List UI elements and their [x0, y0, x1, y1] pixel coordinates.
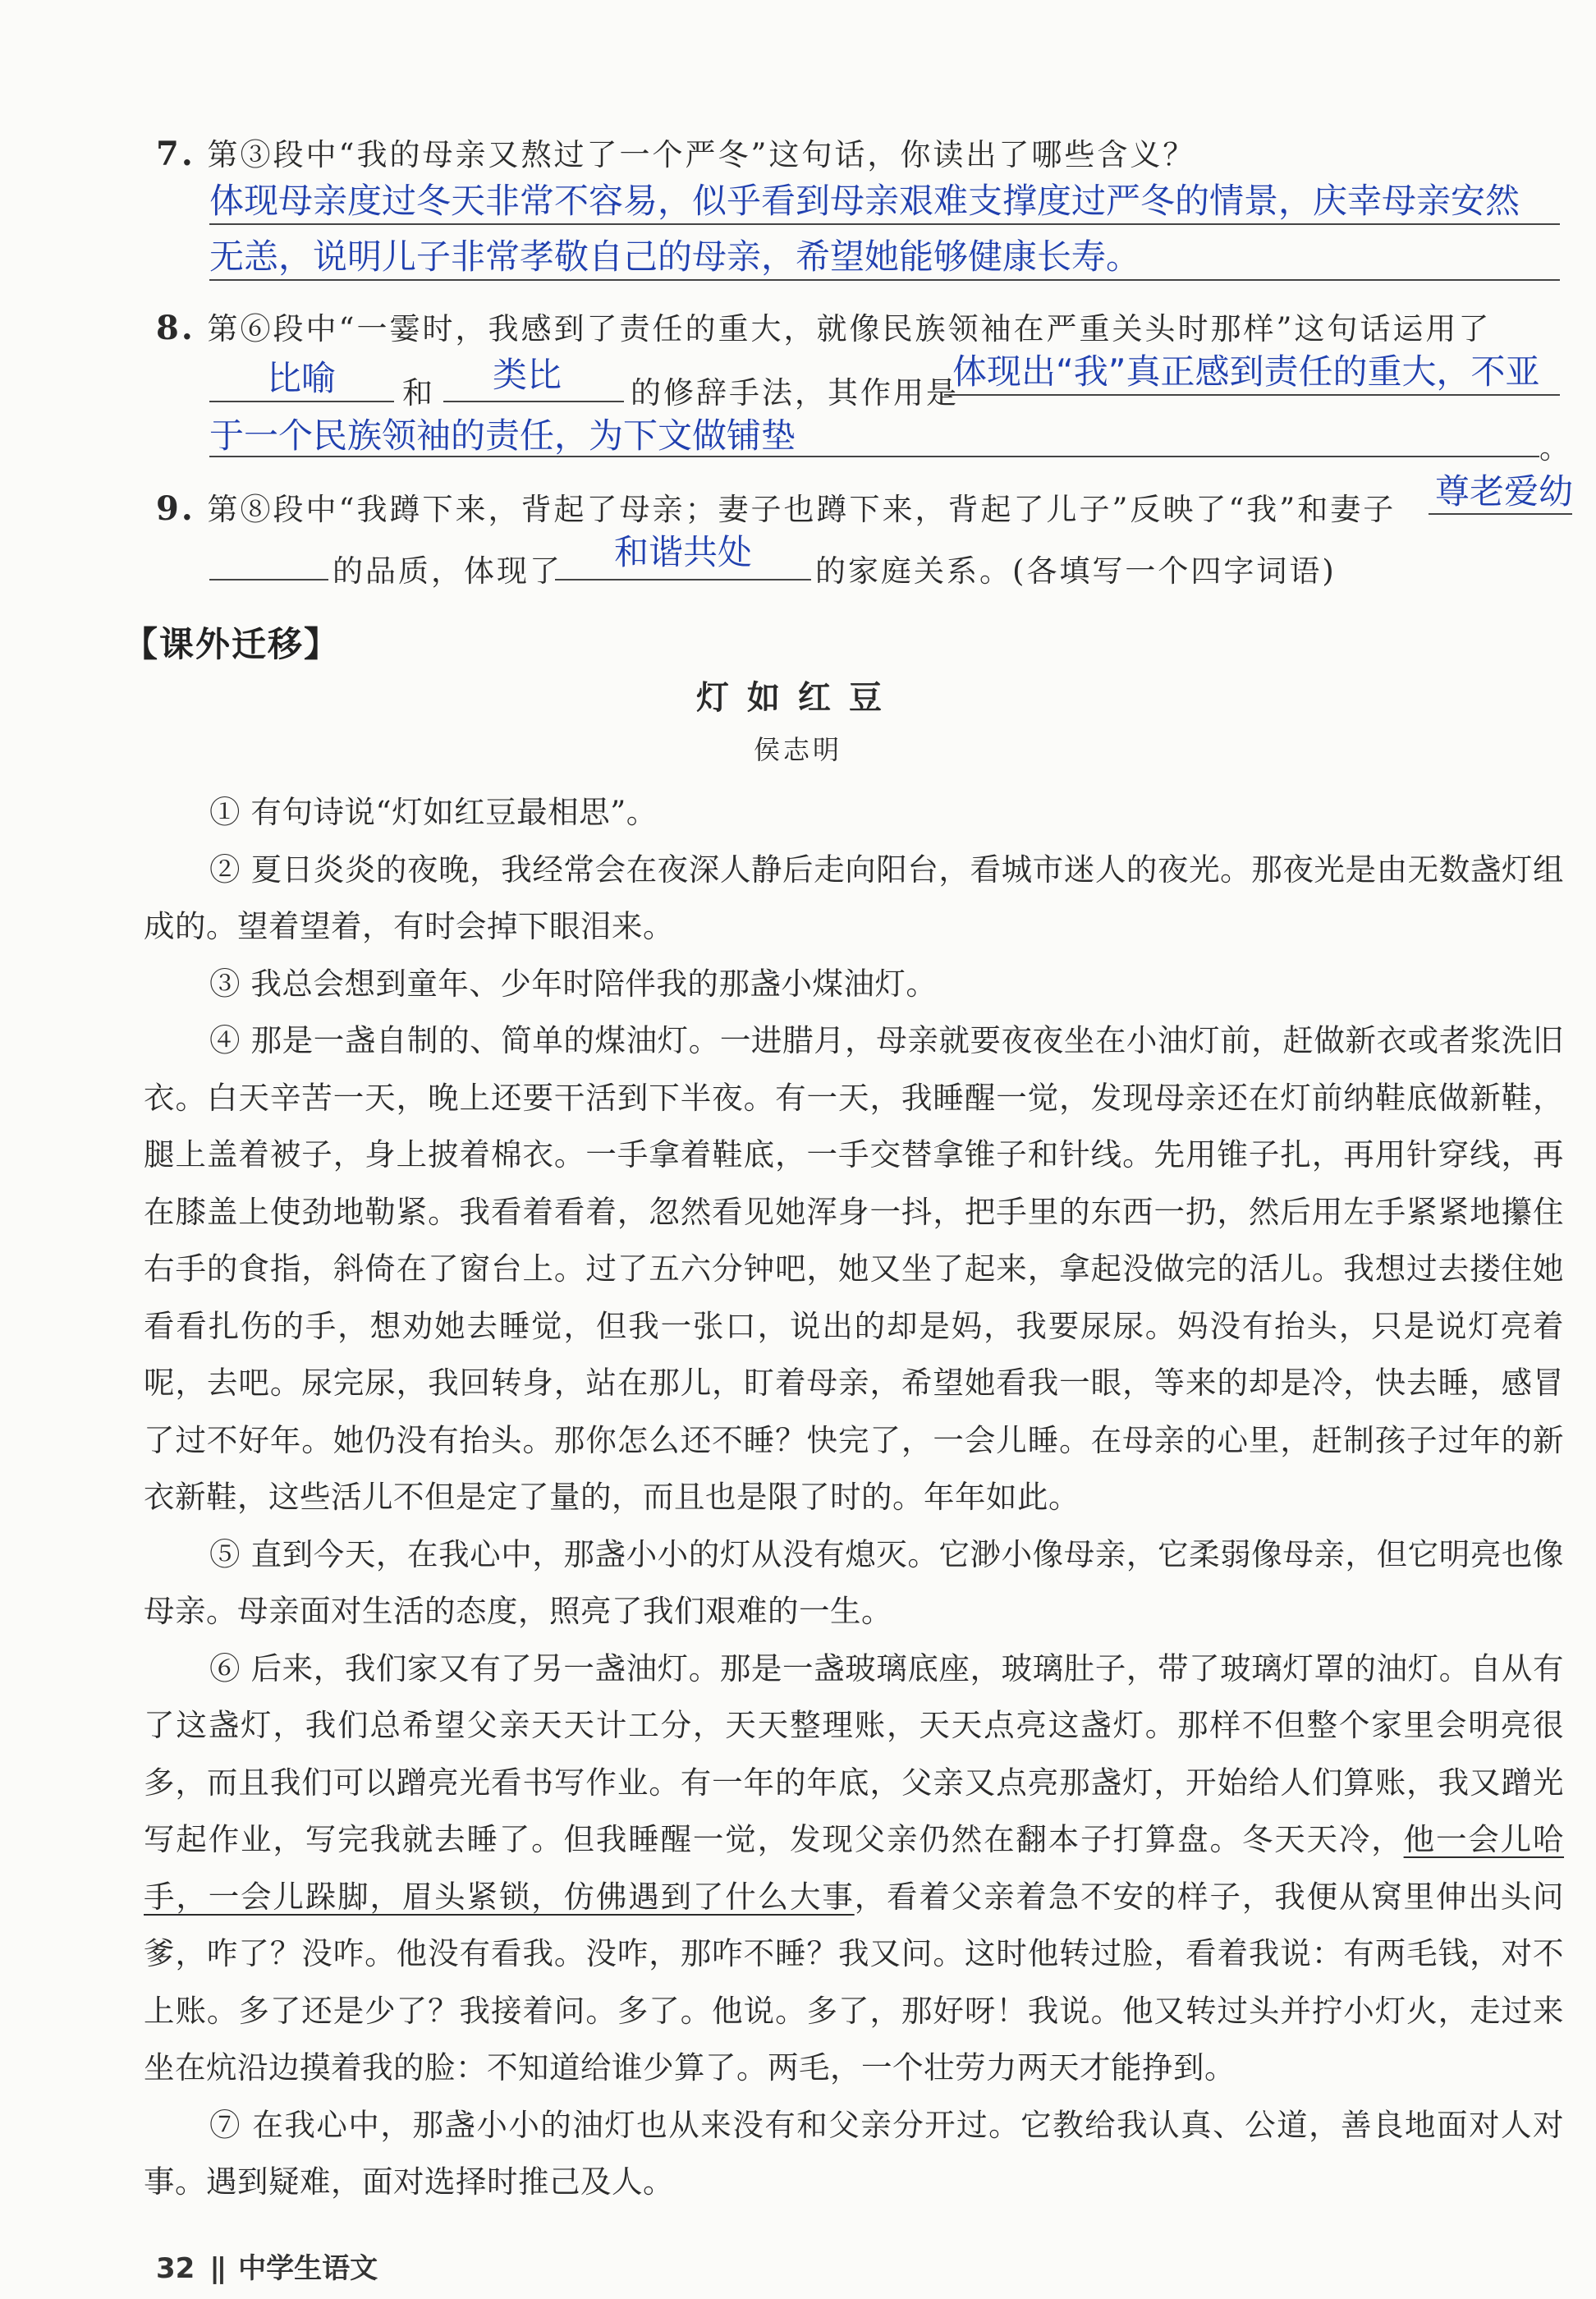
q8-blank-a	[209, 401, 394, 402]
q8-number: 8.	[156, 309, 195, 347]
q9-prompt	[156, 484, 1396, 529]
q7-prompt	[156, 130, 1195, 174]
q7-number: 7.	[156, 135, 195, 173]
q9-blank-b	[555, 579, 811, 580]
publication-name: 中学生语文	[238, 2252, 378, 2285]
paragraph-1: ① 有句诗说“灯如红豆最相思”。	[209, 794, 658, 830]
q9-blank-a-end	[1429, 513, 1572, 515]
q8-prompt-mid: 的修辞手法，其作用是	[631, 375, 959, 411]
paragraph-7: ⑦ 在我心中，那盏小小的油灯也从来没有和父亲分开过。它教给我认真、公道，善良地面对人对事。遇到疑难，面对选择时推己及人。	[144, 2106, 1564, 2200]
q8-prompt	[156, 304, 1491, 348]
q8-text: 第⑥段中“一霎时，我感到了责任的重大，就像民族领袖在严重关头时那样”这句话运用了	[207, 311, 1492, 346]
q8-connector: 和	[402, 375, 435, 411]
q7-text: 第③段中“我的母亲又熬过了一个严冬”这句话，你读出了哪些含义？	[207, 137, 1196, 172]
q9-prompt-end: 的家庭关系。(各填写一个四字词语)	[815, 553, 1337, 589]
q9-answer-b: 和谐共处	[614, 532, 753, 572]
underlined-sentence: 他一会儿哈手，一会儿跺脚，眉头紧锁，仿佛遇到了什么大事	[144, 1821, 1565, 1915]
article-body	[144, 784, 1564, 2211]
paragraph-6-start: ⑥ 后来，我们家又有了另一盏油灯。那是一盏玻璃底座，玻璃肚子，带了玻璃灯罩的油灯。自从有了这盏灯，我们总希望父亲天天计工分，天天整理账，天天点亮这盏灯。那样不但整个家里会明亮很多，而且我们可以蹭亮光看书写作业。有一年的年底，父亲又点亮那盏灯，开始给人们算账，我又蹭光写起作业，写完我就去睡了。但我睡醒一觉，发现父亲仍然在翻本子打算盘。冬天天冷，	[144, 1650, 1564, 1857]
paragraph-3: ③ 我总会想到童年、少年时陪伴我的那盏小煤油灯。	[209, 965, 938, 1002]
q8-rule-2	[209, 456, 1539, 457]
q7-rule-1	[209, 223, 1560, 225]
article-author: 侯志明	[753, 734, 842, 765]
q8-rule-1	[944, 394, 1560, 396]
section-heading: 【课外迁移】	[123, 624, 341, 664]
q9-number: 9.	[156, 489, 195, 528]
paragraph-6	[144, 1641, 1564, 2097]
q8-blank-b	[443, 401, 624, 402]
q8-answer-line1: 体现出“我”真正感到责任的重大，不亚	[952, 351, 1540, 392]
footer-separator: ||	[209, 2252, 224, 2285]
paragraph-4: ④ 那是一盏自制的、简单的煤油灯。一进腊月，母亲就要夜夜坐在小油灯前，赶做新衣或者浆洗旧衣。白天辛苦一天，晚上还要干活到下半夜。有一天，我睡醒一觉，发现母亲还在灯前纳鞋底做新鞋，腿上盖着被子，身上披着棉衣。一手拿着鞋底，一手交替拿锥子和针线。先用锥子扎，再用针穿线，再在膝盖上使劲地勒紧。我看着看着，忽然看见她浑身一抖，把手里的东西一扔，然后用左手紧紧地攥住右手的食指，斜倚在了窗台上。过了五六分钟吧，她又坐了起来，拿起没做完的活儿。我想过去搂住她看看扎伤的手，想劝她去睡觉，但我一张口，说出的却是妈，我要尿尿。妈没有抬头，只是说灯亮着呢，去吧。尿完尿，我回转身，站在那儿，盯着母亲，希望她看我一眼，等来的却是冷，快去睡，感冒了过不好年。她仍没有抬头。那你怎么还不睡？快完了，一会儿睡。在母亲的心里，赶制孩子过年的新衣新鞋，这些活儿不但是定了量的，而且也是限了时的。年年如此。	[144, 1022, 1564, 1515]
q8-answer-line2: 于一个民族领袖的责任，为下文做铺垫	[209, 415, 796, 456]
q7-answer-line2: 无恙，说明儿子非常孝敬自己的母亲，希望她能够健康长寿。	[209, 236, 1141, 277]
q9-blank-a-start	[209, 579, 328, 580]
paragraph-6-end: ，看着父亲着急不安的样子，我便从窝里伸出头问爹，咋了？没咋。他没有看我。没咋，那咋不睡？我又问。这时他转过脸，看着我说：有两毛钱，对不上账。多了还是少了？我接着问。多了。他说。多了，那好呀！我说。他又转过头并拧小灯火，走过来坐在炕沿边摸着我的脸：不知道给谁少算了。两毛，一个壮劳力两天才能挣到。	[144, 1878, 1565, 2086]
article-title: 灯如红豆	[696, 678, 900, 717]
q9-text: 第⑧段中“我蹲下来，背起了母亲；妻子也蹲下来，背起了儿子”反映了“我”和妻子	[207, 492, 1396, 527]
q7-answer-line1: 体现母亲度过冬天非常不容易，似乎看到母亲艰难支撑度过严冬的情景，庆幸母亲安然	[209, 181, 1520, 221]
q7-rule-2	[209, 279, 1560, 281]
q8-answer-b: 类比	[493, 355, 562, 395]
page-number: 32	[156, 2252, 195, 2285]
q8-answer-a: 比喻	[267, 358, 337, 398]
paragraph-2: ② 夏日炎炎的夜晚，我经常会在夜深人静后走向阳台，看城市迷人的夜光。那夜光是由无数盏灯组成的。望着望着，有时会掉下眼泪来。	[144, 851, 1564, 944]
q9-answer-a: 尊老爱幼	[1435, 471, 1574, 512]
paragraph-5: ⑤ 直到今天，在我心中，那盏小小的灯从没有熄灭。它渺小像母亲，它柔弱像母亲，但它明亮也像母亲。母亲面对生活的态度，照亮了我们艰难的一生。	[144, 1535, 1564, 1629]
q9-prompt-mid: 的品质，体现了	[332, 553, 562, 589]
q8-end: 。	[1539, 430, 1572, 466]
page-footer	[156, 2246, 378, 2286]
